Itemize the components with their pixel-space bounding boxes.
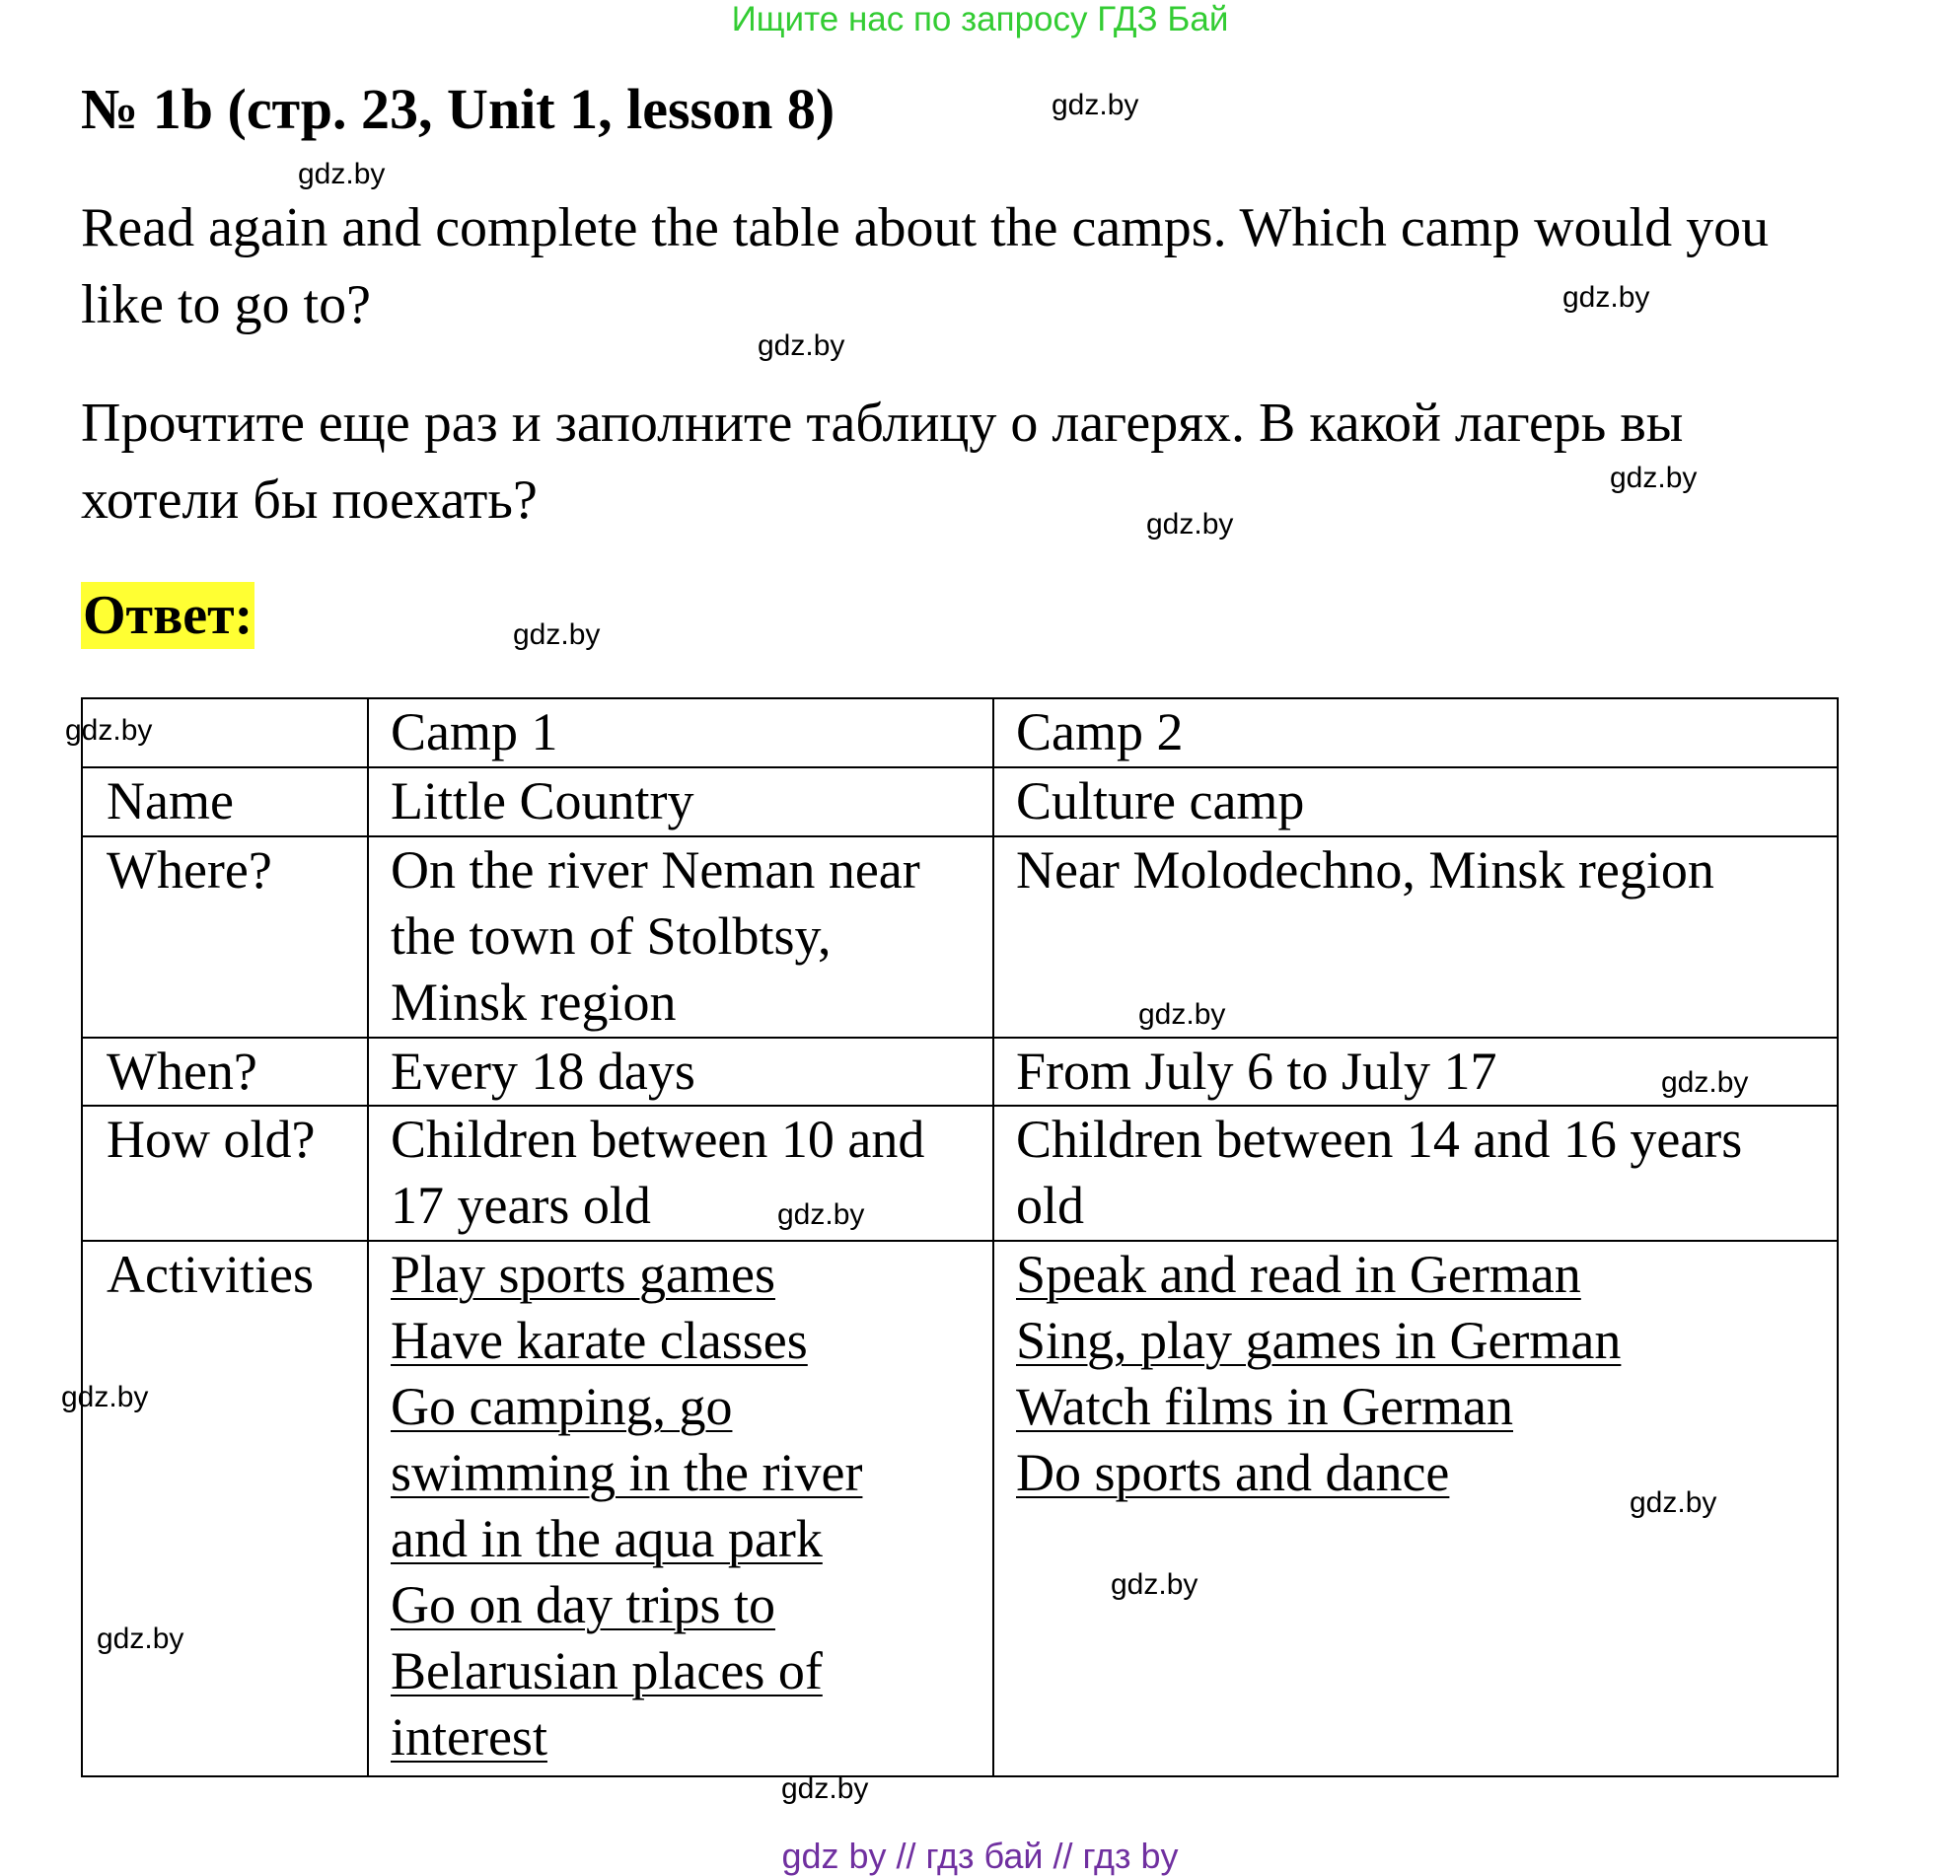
activity-line: Belarusian places of [391, 1641, 823, 1700]
cell-line: Children between 10 and [391, 1110, 925, 1169]
cell-line: From July 6 to July 17 [1016, 1042, 1497, 1101]
table-row-where [82, 836, 1838, 1038]
cell-line: the town of Stolbtsy, [391, 906, 832, 966]
row-label: How old? [82, 1106, 368, 1241]
watermark: gdz.by [65, 714, 153, 747]
cell-line: Little Country [391, 771, 694, 830]
activity-line: Do sports and dance [1016, 1443, 1450, 1502]
activity-line: Have karate classes [391, 1311, 808, 1370]
watermark: gdz.by [1138, 998, 1226, 1031]
footer-links[interactable]: gdz by // гдз бай // гдз by [781, 1836, 1179, 1876]
activity-line: Watch films in German [1016, 1377, 1514, 1436]
header-cell-camp2: Camp 2 [993, 698, 1838, 767]
watermark: gdz.by [1146, 508, 1234, 541]
header-cell-camp1: Camp 1 [368, 698, 993, 767]
watermark: gdz.by [1630, 1486, 1717, 1519]
row-label: When? [82, 1038, 368, 1106]
camp2-cell [993, 767, 1838, 836]
exercise-title: № 1b (стр. 23, Unit 1, lesson 8) [81, 77, 835, 141]
watermark: gdz.by [1111, 1568, 1198, 1601]
watermark: gdz.by [298, 158, 386, 190]
watermark: gdz.by [1610, 462, 1698, 494]
top-banner[interactable]: Ищите нас по запросу ГДЗ Бай [731, 0, 1229, 38]
cell-line: On the river Neman near [391, 840, 920, 900]
activity-line: Speak and read in German [1016, 1245, 1581, 1304]
activity-line: Go on day trips to [391, 1575, 775, 1634]
camp1-cell [368, 1038, 993, 1106]
row-label: Name [82, 767, 368, 836]
watermark: gdz.by [1661, 1066, 1749, 1099]
camp2-cell [993, 1106, 1838, 1241]
watermark: gdz.by [61, 1381, 149, 1413]
camp1-cell [368, 836, 993, 1038]
cell-line: Children between 14 and 16 years [1016, 1110, 1743, 1169]
activity-line: interest [391, 1707, 547, 1767]
camp2-cell [993, 836, 1838, 1038]
camps-table [81, 697, 1839, 1777]
activity-line: swimming in the river [391, 1443, 863, 1502]
activity-line: Play sports games [391, 1245, 775, 1304]
table-row-when [82, 1038, 1838, 1106]
watermark: gdz.by [1052, 89, 1139, 121]
activity-line: Go camping, go [391, 1377, 733, 1436]
table-row-name [82, 767, 1838, 836]
camp1-cell [368, 1106, 993, 1241]
row-label: Activities [82, 1241, 368, 1776]
cell-line: old [1016, 1176, 1085, 1235]
instruction-english: Read again and complete the table about the camps. Which camp would you like to go to? [81, 197, 1770, 335]
watermark: gdz.by [97, 1623, 184, 1655]
instruction-russian: Прочтите еще раз и заполните таблицу о лагерях. В какой лагерь вы хотели бы поехать? [81, 393, 1684, 531]
cell-line: Near Molodechno, Minsk region [1016, 840, 1714, 900]
watermark: gdz.by [781, 1772, 869, 1805]
table-row-how-old [82, 1106, 1838, 1241]
activity-line: and in the aqua park [391, 1509, 823, 1568]
watermark: gdz.by [758, 329, 845, 362]
cell-line: Minsk region [391, 973, 677, 1032]
watermark: gdz.by [1562, 281, 1650, 314]
camp1-cell [368, 1241, 993, 1776]
activity-line: Sing, play games in German [1016, 1311, 1622, 1370]
camp1-cell [368, 767, 993, 836]
table-row-activities [82, 1241, 1838, 1776]
cell-line: Every 18 days [391, 1042, 695, 1101]
watermark: gdz.by [777, 1198, 865, 1231]
answer-label: Ответ: [81, 582, 254, 649]
cell-line: Culture camp [1016, 771, 1305, 830]
table-header-row [82, 698, 1838, 767]
cell-line: 17 years old [391, 1176, 651, 1235]
row-label: Where? [82, 836, 368, 1038]
watermark: gdz.by [513, 618, 601, 651]
